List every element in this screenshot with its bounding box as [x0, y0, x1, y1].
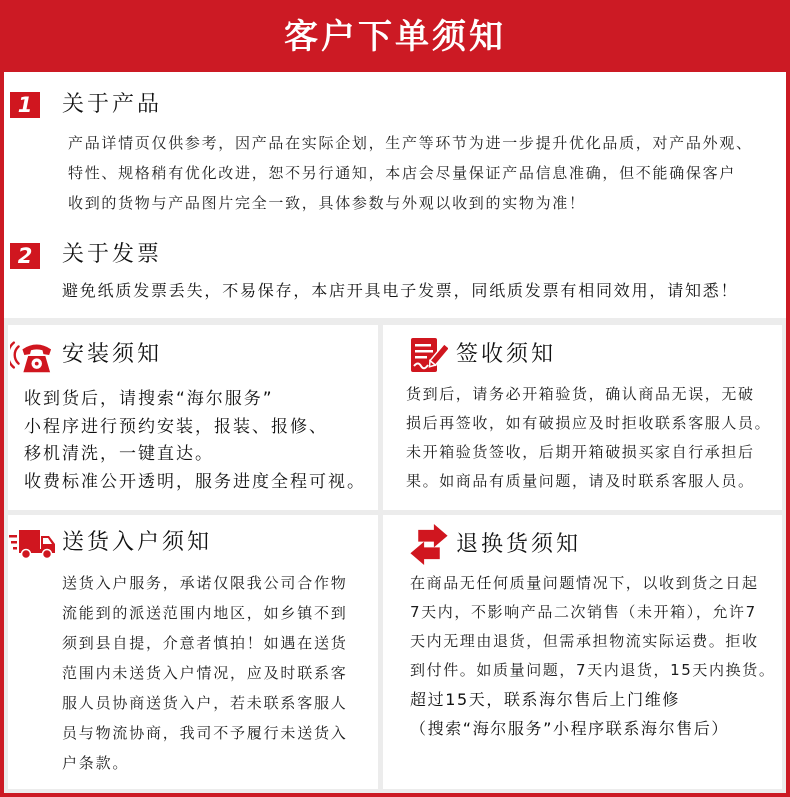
text-line: 送货入户服务，承诺仅限我公司合作物 [62, 574, 348, 592]
text-line: 移机清洗，一键直达。 [24, 444, 214, 464]
text-line: 收费标准公开透明，服务进度全程可视。 [24, 471, 366, 492]
install-notice-card [8, 325, 378, 510]
section-number: 1 [17, 93, 33, 117]
phone-icon [10, 337, 52, 375]
text-line: 未开箱验货签收，后期开箱破损买家自行承担后 [406, 443, 755, 461]
text-line: 果。如商品有质量问题，请及时联系客服人员。 [406, 472, 755, 490]
sign-document-icon [408, 335, 448, 377]
product-notice-text [68, 128, 784, 218]
returns-notice-title: 退换货须知 [456, 532, 582, 557]
section-number-badge [10, 92, 40, 118]
sign-notice-card [383, 325, 782, 510]
delivery-truck-icon [8, 525, 56, 561]
returns-notice-card [383, 515, 782, 789]
invoice-notice-text [62, 277, 784, 305]
text-line: 收到货后，请搜索“海尔服务” [24, 389, 274, 409]
delivery-notice-text [62, 568, 374, 778]
sign-notice-text [406, 380, 778, 496]
text-line: 户条款。 [62, 754, 130, 772]
text-line: 到付件。如质量问题，7天内退货，15天内换货。 [410, 661, 776, 679]
section-title-product: 关于产品 [62, 92, 163, 117]
text-line: 天内无理由退货，但需承担物流实际运费。拒收 [410, 632, 759, 650]
sign-notice-title: 签收须知 [456, 342, 557, 367]
text-line: 避免纸质发票丢失，不易保存，本店开具电子发票，同纸质发票有相同效用，请知悉！ [62, 281, 739, 300]
text-line: 货到后，请务必开箱验货，确认商品无误，无破 [406, 385, 755, 403]
text-line: 流能到的派送范围内地区，如乡镇不到 [62, 604, 348, 622]
text-line: 服人员协商送货入户，若未联系客服人 [62, 694, 348, 712]
install-notice-text [24, 386, 374, 496]
page-title: 客户下单须知 [284, 17, 506, 57]
delivery-notice-title: 送货入户须知 [62, 530, 213, 555]
text-line: 损后再签收，如有破损应及时拒收联系客服人员。 [406, 414, 772, 432]
text-line: 超过15天，联系海尔售后上门维修 [410, 690, 680, 709]
install-notice-title: 安装须知 [62, 342, 163, 367]
text-line: 员与物流协商，我司不予履行未送货入 [62, 724, 348, 742]
exchange-arrows-icon [408, 522, 450, 567]
section-title-invoice: 关于发票 [62, 242, 163, 267]
text-line: 须到县自提，介意者慎拍！如遇在送货 [62, 634, 348, 652]
returns-notice-text [410, 569, 778, 743]
text-line: 产品详情页仅供参考，因产品在实际企划，生产等环节为进一步提升优化品质，对产品外观、 [68, 134, 753, 152]
section-number-badge [10, 243, 40, 269]
text-line: 7天内，不影响产品二次销售（未开箱），允许7 [410, 603, 757, 621]
section-number: 2 [17, 244, 33, 268]
delivery-notice-card [8, 515, 378, 789]
text-line: 收到的货物与产品图片完全一致，具体参数与外观以收到的实物为准！ [68, 194, 586, 212]
text-line: 范围内未送货入户情况，应及时联系客 [62, 664, 348, 682]
text-line: 小程序进行预约安装，报装、报修、 [24, 416, 328, 437]
text-line: （搜索“海尔服务”小程序联系海尔售后） [410, 719, 729, 738]
text-line: 在商品无任何质量问题情况下，以收到货之日起 [410, 574, 759, 592]
text-line: 特性、规格稍有优化改进，恕不另行通知，本店会尽量保证产品信息准确，但不能确保客户 [68, 164, 737, 182]
